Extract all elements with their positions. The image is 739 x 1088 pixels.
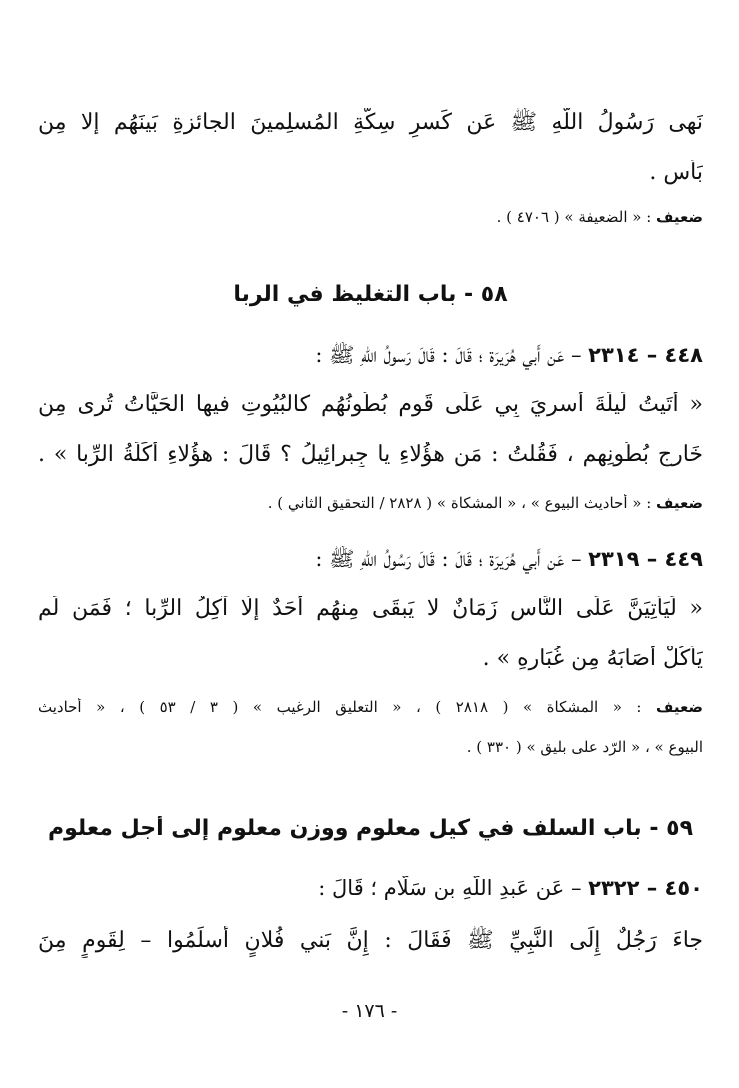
- hadith-number: ٤٤٨ – ٢٣١٤: [588, 343, 703, 367]
- hadith-chain: – عَن عَبدِ اللّهِ بنِ سَلّامٍ ؛ قَالَ :: [318, 876, 582, 900]
- hadith-chain: – عَن أَبي هُرَيرَة ؛ قَالَ : قَالَ رَسولُ اللّهِ ﷺ :: [315, 343, 582, 367]
- hadith-449-header: [38, 546, 703, 577]
- grade-note-2: [38, 494, 703, 512]
- text-line-1: نَهى رَسُولُ اللّهِ ﷺ عَن كَسرِ سِكَّةِ المُسلِمينَ الجائزةِ بَينَهُم إلا مِن: [38, 110, 703, 135]
- grade-label: ضعيف: [656, 208, 703, 226]
- grade-text: : « المشكاة » ( ٢٨١٨ ) ، « التعليق الرغيب » ( ٣ / ٥٣ ) ، « أحاديث: [38, 698, 642, 716]
- grade-label: ضعيف: [656, 698, 703, 716]
- grade-label: ضعيف: [656, 494, 703, 512]
- hadith-448-line-1: « أَتَيتُ لَيلَةَ أُسرِيَ بِي عَلَى قَومٍ بُطُونُهُم كالبُيُوتِ فيها الحَيَّاتُ تُرى مِن: [38, 392, 703, 417]
- grade-text: : « أحاديث البيوع » ، « المشكاة » ( ٢٨٢٨ / التحقيق الثاني ) .: [267, 494, 652, 512]
- grade-note-3: [38, 698, 703, 716]
- hadith-number: ٤٤٩ – ٢٣١٩: [588, 547, 703, 571]
- hadith-450-line-1: جاءَ رَجُلٌ إِلَى النَّبِيِّ ﷺ فَقَالَ : إِنَّ بَني فُلانٍ أَسلَمُوا – لِقَومٍ مِنَ: [38, 928, 703, 953]
- hadith-448-header: [38, 342, 703, 373]
- hadith-450-header: [38, 876, 703, 900]
- grade-text: : « الضعيفة » ( ٤٧٠٦ ) .: [496, 208, 652, 226]
- hadith-number: ٤٥٠ – ٢٣٢٢: [588, 876, 703, 900]
- grade-note-3-line-2: البيوع » ، « الرّد على بليق » ( ٣٣٠ ) .: [466, 738, 703, 756]
- grade-note-1: [38, 208, 703, 226]
- chapter-heading-59: ٥٩ - باب السلف في كيل معلوم ووزن معلوم إلى أجل معلوم: [47, 816, 693, 841]
- text-line-2: بَأسٍ .: [649, 160, 703, 185]
- page-body: [38, 0, 703, 1088]
- hadith-449-line-2: يَأكُلْ أَصَابَهُ مِن غُبَارِهِ » .: [482, 646, 703, 671]
- hadith-448-line-2: خَارِجِ بُطُونِهِم ، فَقُلتُ : مَن هؤُلاءِ يا جِبرائِيلُ ؟ قَالَ : هؤُلاءِ أَكَلَةُ الرِّبا » .: [38, 442, 703, 467]
- page-number: - ١٧٦ -: [341, 1000, 398, 1022]
- hadith-chain: – عَن أَبي هُرَيرَة ؛ قَالَ : قَالَ رَسُولُ اللّهِ ﷺ :: [315, 547, 582, 571]
- chapter-heading-58: ٥٨ - باب التغليظ في الربا: [233, 282, 508, 307]
- hadith-449-line-1: « لَيَأتِيَنَّ عَلَى النَّاسِ زَمَانٌ لا يَبقَى مِنهُم أَحَدٌ إِلّا آكِلُ الرِّبا ؛ فَمَن لَم: [38, 596, 703, 621]
